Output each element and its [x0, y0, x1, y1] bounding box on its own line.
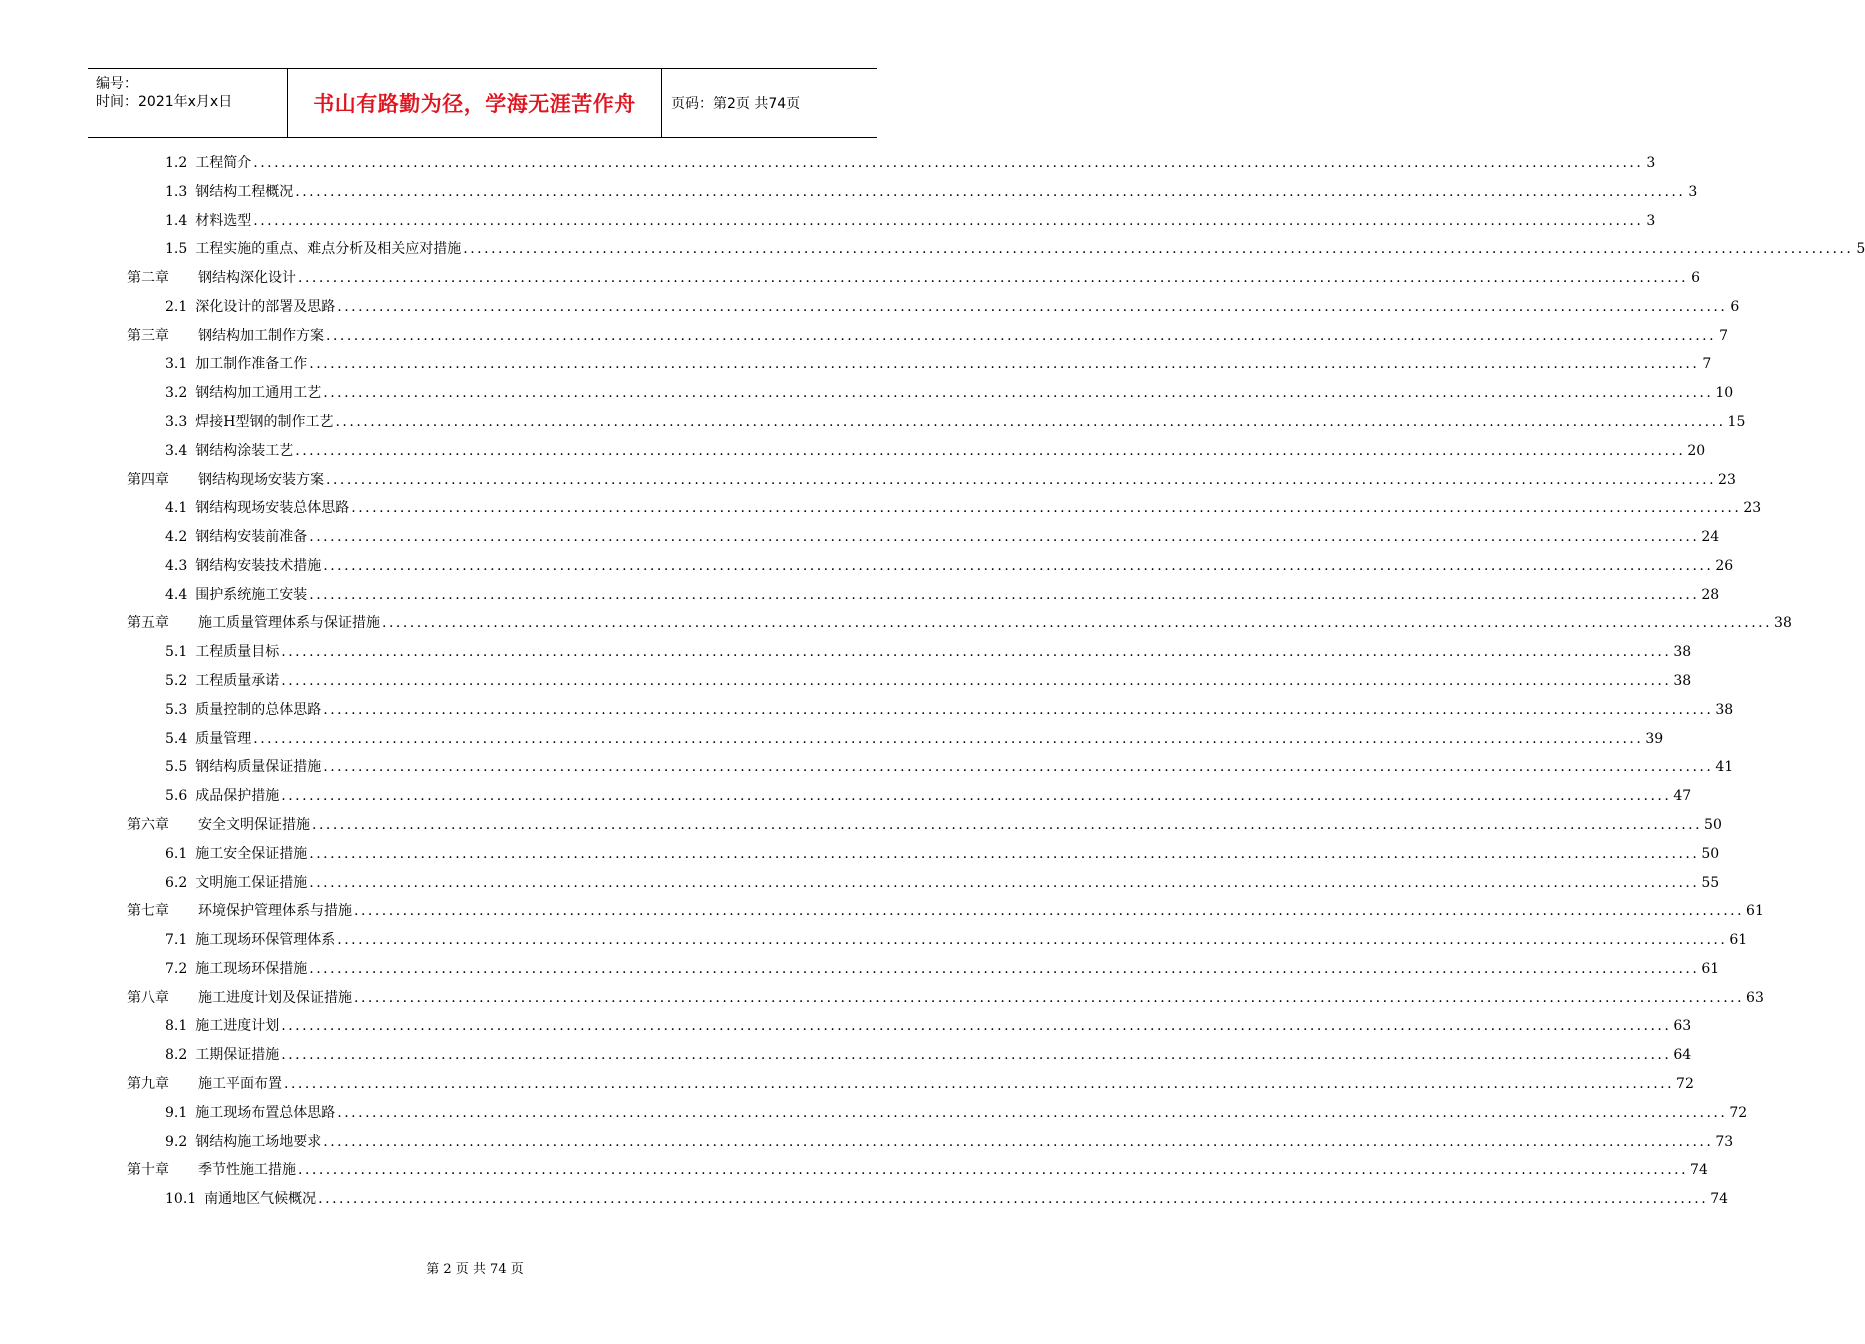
- page-footer: 第 2 页 共 74 页: [426, 1262, 524, 1277]
- toc-entry-page: 61: [1746, 903, 1764, 920]
- toc-entry-page: 63: [1746, 989, 1764, 1006]
- toc-entry-title: 钢结构施工场地要求: [195, 1133, 322, 1150]
- toc-entry-page: 23: [1743, 500, 1762, 517]
- toc-dot-leader: ........................................................................................................................................................................................................: [284, 1075, 1675, 1092]
- toc-entry-number: 5.5: [165, 759, 188, 776]
- toc-dot-leader: ........................................................................................................................................................................................................: [326, 471, 1717, 488]
- toc-entry-title: 质量管理: [195, 730, 252, 747]
- toc-chapter-row[interactable]: [127, 988, 1764, 1008]
- toc-entry-page: 23: [1718, 471, 1736, 488]
- toc-entry-number: 3.1: [165, 356, 188, 373]
- toc-entry-page: 72: [1676, 1075, 1694, 1092]
- toc-entry-title: 钢结构加工通用工艺: [195, 385, 322, 402]
- toc-entry-title: 钢结构加工制作方案: [198, 327, 324, 344]
- toc-section-row[interactable]: [165, 1132, 1734, 1152]
- toc-dot-leader: ........................................................................................................................................................................................................: [281, 644, 1672, 661]
- toc-section-row[interactable]: [165, 757, 1734, 777]
- toc-dot-leader: ........................................................................................................................................................................................................: [323, 701, 1714, 718]
- toc-entry-page: 38: [1673, 644, 1692, 661]
- toc-entry-title: 文明施工保证措施: [195, 874, 308, 891]
- toc-entry-number: 2.1: [165, 298, 188, 315]
- toc-dot-leader: ........................................................................................................................................................................................................: [295, 442, 1686, 459]
- toc-dot-leader: ........................................................................................................................................................................................................: [337, 932, 1728, 949]
- toc-chapter-row[interactable]: [127, 268, 1701, 288]
- toc-entry-number: 6.2: [165, 874, 188, 891]
- toc-entry-number: 6.1: [165, 845, 188, 862]
- toc-entry-number: 5.1: [165, 644, 188, 661]
- toc-section-row[interactable]: [165, 786, 1692, 806]
- toc-entry-number: 第九章: [127, 1075, 169, 1092]
- toc-entry-title: 季节性施工措施: [198, 1162, 296, 1179]
- toc-dot-leader: ........................................................................................................................................................................................................: [323, 385, 1714, 402]
- toc-entry-page: 3: [1646, 155, 1656, 171]
- toc-entry-title: 施工进度计划及保证措施: [198, 989, 352, 1006]
- toc-entry-page: 3: [1688, 183, 1698, 200]
- toc-entry-number: 第七章: [127, 903, 169, 920]
- toc-entry-number: 9.2: [165, 1133, 188, 1150]
- toc-entry-page: 10: [1715, 385, 1734, 402]
- toc-section-row[interactable]: [165, 153, 1656, 173]
- toc-entry-number: 第八章: [127, 989, 169, 1006]
- toc-entry-page: 47: [1673, 788, 1692, 805]
- toc-entry-number: 9.1: [165, 1104, 188, 1121]
- toc-chapter-row[interactable]: [127, 901, 1764, 921]
- toc-entry-number: 8.1: [165, 1018, 188, 1035]
- toc-entry-number: 5.3: [165, 701, 188, 718]
- toc-section-row[interactable]: [165, 239, 1865, 259]
- toc-entry-number: 3.3: [165, 414, 188, 431]
- toc-entry-page: 3: [1646, 212, 1656, 229]
- toc-section-row[interactable]: [165, 527, 1720, 547]
- toc-entry-number: 10.1: [165, 1191, 197, 1208]
- toc-dot-leader: ........................................................................................................................................................................................................: [281, 788, 1672, 805]
- toc-entry-title: 工期保证措施: [195, 1047, 280, 1064]
- toc-entry-number: 4.4: [165, 586, 188, 603]
- toc-entry-title: 安全文明保证措施: [198, 816, 310, 833]
- toc-dot-leader: ........................................................................................................................................................................................................: [337, 298, 1728, 315]
- toc-dot-leader: ........................................................................................................................................................................................................: [354, 903, 1745, 920]
- toc-chapter-row[interactable]: [127, 1074, 1694, 1094]
- toc-dot-leader: ........................................................................................................................................................................................................: [463, 241, 1854, 258]
- toc-entry-page: 74: [1690, 1162, 1708, 1179]
- toc-dot-leader: ........................................................................................................................................................................................................: [309, 356, 1700, 373]
- toc-section-row[interactable]: [165, 959, 1720, 979]
- toc-section-row[interactable]: [165, 642, 1692, 662]
- toc-entry-page: 38: [1774, 615, 1792, 632]
- toc-entry-title: 施工现场环保措施: [195, 960, 308, 977]
- toc-section-row[interactable]: [165, 844, 1720, 864]
- toc-section-row[interactable]: [165, 383, 1734, 403]
- toc-section-row[interactable]: [165, 211, 1656, 231]
- toc-entry-number: 第二章: [127, 270, 169, 287]
- toc-dot-leader: ........................................................................................................................................................................................................: [323, 1133, 1714, 1150]
- toc-entry-page: 39: [1645, 730, 1664, 747]
- toc-chapter-row[interactable]: [127, 470, 1736, 490]
- toc-entry-title: 钢结构深化设计: [198, 270, 296, 287]
- toc-entry-title: 南通地区气候概况: [204, 1191, 317, 1208]
- toc-entry-title: 钢结构质量保证措施: [195, 759, 322, 776]
- toc-entry-page: 5: [1856, 241, 1865, 258]
- toc-dot-leader: ........................................................................................................................................................................................................: [309, 845, 1700, 862]
- toc-entry-page: 20: [1687, 442, 1706, 459]
- toc-entry-number: 1.3: [165, 183, 188, 200]
- toc-entry-number: 1.4: [165, 212, 188, 229]
- toc-dot-leader: ........................................................................................................................................................................................................: [253, 212, 1644, 229]
- toc-section-row[interactable]: [165, 556, 1734, 576]
- toc-section-row[interactable]: [165, 1103, 1748, 1123]
- toc-entry-title: 施工进度计划: [195, 1018, 280, 1035]
- toc-section-row[interactable]: [165, 671, 1692, 691]
- toc-entry-title: 钢结构现场安装方案: [198, 471, 324, 488]
- toc-dot-leader: ........................................................................................................................................................................................................: [309, 960, 1700, 977]
- toc-entry-title: 材料选型: [195, 212, 252, 229]
- toc-entry-number: 4.3: [165, 557, 188, 574]
- toc-dot-leader: ........................................................................................................................................................................................................: [295, 183, 1686, 200]
- toc-entry-title: 施工平面布置: [198, 1075, 282, 1092]
- toc-dot-leader: ........................................................................................................................................................................................................: [326, 327, 1717, 344]
- toc-section-row[interactable]: [165, 412, 1746, 432]
- toc-dot-leader: ........................................................................................................................................................................................................: [318, 1191, 1709, 1208]
- toc-entry-title: 施工现场布置总体思路: [195, 1104, 336, 1121]
- header-info-cell: [88, 69, 288, 137]
- toc-entry-number: 1.5: [165, 241, 188, 258]
- toc-section-row[interactable]: [165, 1016, 1692, 1036]
- toc-dot-leader: ........................................................................................................................................................................................................: [335, 414, 1726, 431]
- toc-entry-title: 钢结构工程概况: [195, 183, 294, 200]
- toc-entry-page: 38: [1673, 673, 1692, 690]
- toc-section-row[interactable]: [165, 354, 1712, 374]
- toc-section-row[interactable]: [165, 873, 1720, 893]
- toc-entry-title: 工程质量承诺: [195, 673, 280, 690]
- toc-section-row[interactable]: [165, 441, 1706, 461]
- toc-dot-leader: ........................................................................................................................................................................................................: [382, 615, 1773, 632]
- toc-entry-page: 7: [1702, 356, 1712, 373]
- toc-entry-number: 7.2: [165, 960, 188, 977]
- toc-entry-page: 61: [1729, 932, 1748, 949]
- toc-dot-leader: ........................................................................................................................................................................................................: [281, 673, 1672, 690]
- toc-dot-leader: ........................................................................................................................................................................................................: [337, 1104, 1728, 1121]
- toc-dot-leader: ........................................................................................................................................................................................................: [253, 730, 1644, 747]
- toc-dot-leader: ........................................................................................................................................................................................................: [351, 500, 1742, 517]
- toc-dot-leader: ........................................................................................................................................................................................................: [281, 1047, 1672, 1064]
- toc-entry-title: 环境保护管理体系与措施: [198, 903, 352, 920]
- toc-section-row[interactable]: [165, 585, 1720, 605]
- toc-chapter-row[interactable]: [127, 1160, 1708, 1180]
- toc-entry-title: 加工制作准备工作: [195, 356, 308, 373]
- toc-section-row[interactable]: [165, 930, 1748, 950]
- toc-entry-number: 4.2: [165, 529, 188, 546]
- toc-entry-number: 4.1: [165, 500, 188, 517]
- toc-entry-number: 5.2: [165, 673, 188, 690]
- toc-entry-number: 3.2: [165, 385, 188, 402]
- toc-entry-title: 质量控制的总体思路: [195, 701, 322, 718]
- toc-entry-title: 钢结构涂装工艺: [195, 442, 294, 459]
- toc-entry-page: 55: [1701, 874, 1720, 891]
- toc-dot-leader: ........................................................................................................................................................................................................: [312, 816, 1703, 833]
- document-number-label: 编号：: [96, 76, 138, 92]
- toc-chapter-row[interactable]: [127, 815, 1722, 835]
- toc-entry-number: 1.2: [165, 155, 188, 171]
- toc-entry-title: 钢结构安装技术措施: [195, 557, 322, 574]
- toc-entry-page: 72: [1729, 1104, 1748, 1121]
- toc-dot-leader: ........................................................................................................................................................................................................: [323, 557, 1714, 574]
- toc-entry-number: 第十章: [127, 1162, 169, 1179]
- toc-entry-number: 3.4: [165, 442, 188, 459]
- toc-entry-title: 成品保护措施: [195, 788, 280, 805]
- toc-entry-page: 26: [1715, 557, 1734, 574]
- toc-entry-title: 施工安全保证措施: [195, 845, 308, 862]
- toc-entry-number: 5.6: [165, 788, 188, 805]
- toc-entry-page: 28: [1701, 586, 1720, 603]
- toc-entry-page: 7: [1719, 327, 1729, 344]
- toc-chapter-row[interactable]: [127, 326, 1729, 346]
- toc-entry-number: 第五章: [127, 615, 169, 632]
- toc-section-row[interactable]: [165, 729, 1664, 749]
- toc-entry-page: 24: [1701, 529, 1720, 546]
- toc-section-row[interactable]: [165, 297, 1740, 317]
- toc-section-row[interactable]: [165, 700, 1734, 720]
- toc-entry-page: 50: [1704, 816, 1722, 833]
- toc-entry-page: 15: [1727, 414, 1746, 431]
- header-page-label: 页码：第2页 共74页: [671, 96, 801, 112]
- toc-entry-page: 73: [1715, 1133, 1734, 1150]
- toc-chapter-row[interactable]: [127, 613, 1792, 633]
- toc-entry-page: 64: [1673, 1047, 1692, 1064]
- toc-dot-leader: ........................................................................................................................................................................................................: [354, 989, 1745, 1006]
- toc-entry-page: 63: [1673, 1018, 1692, 1035]
- toc-entry-page: 61: [1701, 960, 1720, 977]
- toc-entry-page: 50: [1701, 845, 1720, 862]
- toc-entry-page: 6: [1691, 270, 1701, 287]
- toc-entry-title: 深化设计的部署及思路: [195, 298, 336, 315]
- toc-entry-title: 钢结构现场安装总体思路: [195, 500, 350, 517]
- document-time-label: 时间：2021年x月x日: [96, 94, 233, 110]
- toc-entry-title: 工程实施的重点、难点分析及相关应对措施: [195, 241, 462, 258]
- toc-dot-leader: ........................................................................................................................................................................................................: [309, 874, 1700, 891]
- toc-entry-title: 钢结构安装前准备: [195, 529, 308, 546]
- toc-entry-page: 41: [1715, 759, 1734, 776]
- header-motto: 书山有路勤为径，学海无涯苦作舟: [288, 69, 662, 137]
- toc-dot-leader: ........................................................................................................................................................................................................: [253, 155, 1644, 171]
- toc-entry-page: 6: [1730, 298, 1740, 315]
- toc-dot-leader: ........................................................................................................................................................................................................: [298, 1162, 1689, 1179]
- toc-entry-number: 第六章: [127, 816, 169, 833]
- toc-dot-leader: ........................................................................................................................................................................................................: [309, 586, 1700, 603]
- toc-entry-number: 5.4: [165, 730, 188, 747]
- toc-section-row[interactable]: [165, 498, 1762, 518]
- toc-dot-leader: ........................................................................................................................................................................................................: [309, 529, 1700, 546]
- toc-entry-page: 38: [1715, 701, 1734, 718]
- toc-entry-title: 施工现场环保管理体系: [195, 932, 336, 949]
- toc-entry-title: 工程质量目标: [195, 644, 280, 661]
- header-table: [88, 68, 877, 138]
- toc-entry-number: 7.1: [165, 932, 188, 949]
- toc-entry-title: 工程简介: [195, 155, 252, 171]
- toc-dot-leader: ........................................................................................................................................................................................................: [323, 759, 1714, 776]
- toc-section-row[interactable]: [165, 1045, 1692, 1065]
- toc-entry-number: 第三章: [127, 327, 169, 344]
- toc-entry-page: 74: [1710, 1191, 1729, 1208]
- toc-section-row[interactable]: [165, 1189, 1729, 1209]
- toc-dot-leader: ........................................................................................................................................................................................................: [281, 1018, 1672, 1035]
- toc-section-row[interactable]: [165, 182, 1698, 202]
- toc-entry-number: 第四章: [127, 471, 169, 488]
- toc-entry-title: 焊接H型钢的制作工艺: [195, 414, 334, 431]
- toc-entry-number: 8.2: [165, 1047, 188, 1064]
- toc-entry-title: 施工质量管理体系与保证措施: [198, 615, 380, 632]
- toc-dot-leader: ........................................................................................................................................................................................................: [298, 270, 1689, 287]
- toc-entry-title: 围护系统施工安装: [195, 586, 308, 603]
